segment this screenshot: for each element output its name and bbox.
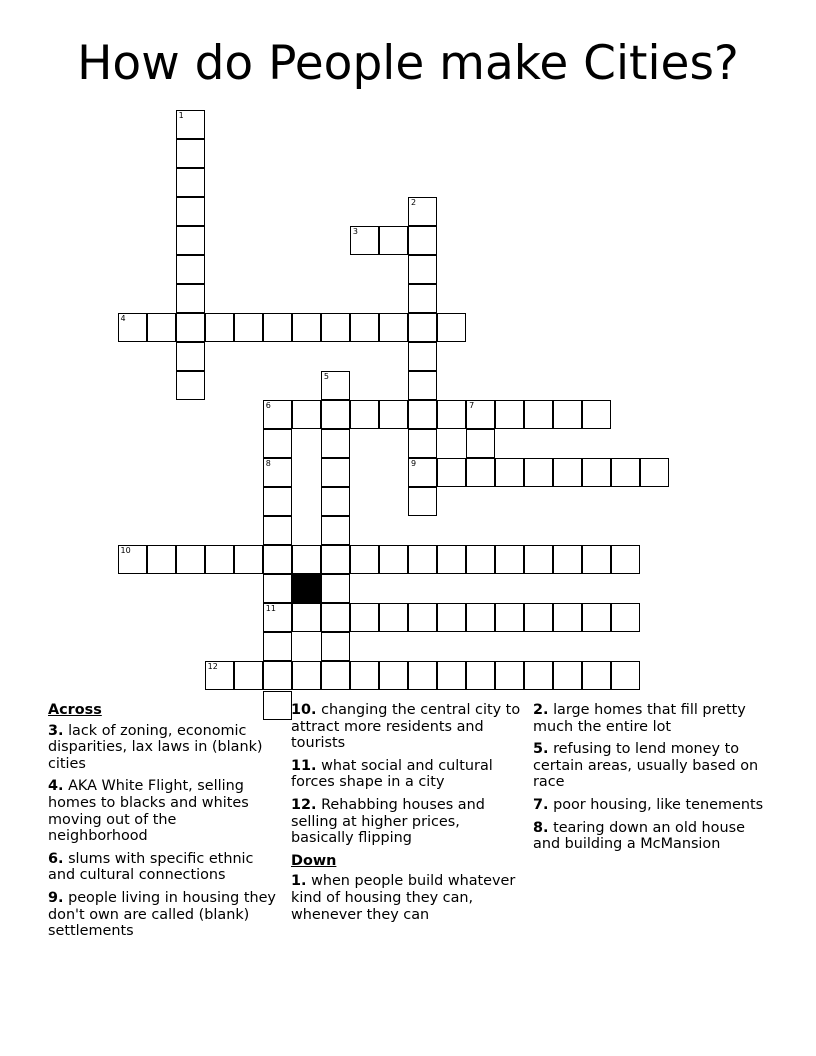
clue-text: tearing down an old house and building a McMansion: [533, 819, 745, 853]
crossword-cell[interactable]: [408, 284, 437, 313]
crossword-cell[interactable]: [379, 313, 408, 342]
clue-text: poor housing, like tenements: [553, 796, 764, 813]
clue-text: AKA White Flight, selling homes to blacks and whites moving out of the neighborhood: [48, 778, 249, 845]
crossword-cell[interactable]: [495, 603, 524, 632]
crossword-cell[interactable]: [263, 313, 292, 342]
clue-down-1: [291, 873, 523, 923]
crossword-cell[interactable]: [350, 545, 379, 574]
crossword-cell[interactable]: [524, 458, 553, 487]
crossword-cell[interactable]: [176, 197, 205, 226]
crossword-cell[interactable]: [466, 545, 495, 574]
clue-number-label: 5: [323, 371, 329, 381]
crossword-cell[interactable]: [350, 661, 379, 690]
crossword-cell[interactable]: [263, 603, 292, 632]
crossword-cell[interactable]: [466, 661, 495, 690]
crossword-cell[interactable]: [205, 313, 234, 342]
clue-number: 6.: [48, 850, 64, 867]
clue-number-label: 3: [352, 226, 358, 236]
crossword-cell[interactable]: [553, 458, 582, 487]
crossword-cell[interactable]: [321, 429, 350, 458]
crossword-cell[interactable]: [292, 545, 321, 574]
page-title: How do People make Cities?: [77, 36, 739, 91]
clue-number: 5.: [533, 741, 549, 758]
crossword-cell[interactable]: [321, 661, 350, 690]
crossword-cell[interactable]: [321, 632, 350, 661]
crossword-cell[interactable]: [205, 545, 234, 574]
clue-text: changing the central city to attract more residents and tourists: [291, 702, 521, 752]
clue-number-label: 11: [265, 604, 276, 614]
crossword-cell[interactable]: [176, 110, 205, 139]
clue-number: 9.: [48, 889, 64, 906]
crossword-cell[interactable]: [321, 603, 350, 632]
crossword-cell[interactable]: [176, 139, 205, 168]
crossword-cell[interactable]: [437, 603, 466, 632]
crossword-cell[interactable]: [582, 661, 611, 690]
clue-number: 11.: [291, 757, 317, 774]
clue-text: refusing to lend money to certain areas, usually based on race: [533, 741, 759, 791]
crossword-cell[interactable]: [263, 487, 292, 516]
clue-across-12: [291, 797, 523, 847]
clue-number: 7.: [533, 796, 549, 813]
crossword-cell[interactable]: [321, 313, 350, 342]
crossword-cell[interactable]: [611, 661, 640, 690]
crossword-cell[interactable]: [234, 545, 263, 574]
crossword-cell[interactable]: [176, 342, 205, 371]
clue-across-9: [48, 890, 280, 940]
clue-number: 3.: [48, 722, 64, 739]
crossword-cell[interactable]: [495, 545, 524, 574]
crossword-cell[interactable]: [321, 400, 350, 429]
crossword-cell[interactable]: [553, 545, 582, 574]
clue-across-6: [48, 851, 280, 884]
crossword-cell[interactable]: [408, 458, 437, 487]
crossword-cell[interactable]: [408, 197, 437, 226]
clue-number: 12.: [291, 796, 317, 813]
crossword-cell[interactable]: [350, 226, 379, 255]
crossword-cell[interactable]: [176, 284, 205, 313]
clue-text: lack of zoning, economic disparities, lax laws in (blank) cities: [48, 722, 263, 772]
crossword-cell[interactable]: [408, 342, 437, 371]
crossword-cell[interactable]: [263, 574, 292, 603]
clue-number-label: 2: [411, 197, 417, 207]
clue-column-2: [291, 702, 523, 929]
crossword-cell[interactable]: [466, 400, 495, 429]
crossword-cell[interactable]: [292, 603, 321, 632]
crossword-cell[interactable]: [495, 661, 524, 690]
clue-column-3: [533, 702, 765, 859]
crossword-cell[interactable]: [263, 516, 292, 545]
crossword-cell[interactable]: [582, 545, 611, 574]
crossword-cell[interactable]: [524, 603, 553, 632]
crossword-cell[interactable]: [437, 661, 466, 690]
clue-text: slums with specific ethnic and cultural connections: [48, 850, 254, 884]
crossword-cell[interactable]: [408, 226, 437, 255]
crossword-cell[interactable]: [553, 400, 582, 429]
crossword-cell[interactable]: [205, 661, 234, 690]
crossword-cell[interactable]: [350, 603, 379, 632]
clue-number: 4.: [48, 778, 64, 795]
clue-across-3: [48, 723, 280, 773]
crossword-cell[interactable]: [147, 313, 176, 342]
crossword-cell[interactable]: [611, 458, 640, 487]
crossword-cell[interactable]: [321, 574, 350, 603]
crossword-cell[interactable]: [263, 458, 292, 487]
clue-number-label: 6: [265, 401, 271, 410]
crossword-cell[interactable]: [582, 400, 611, 429]
crossword-cell[interactable]: [379, 545, 408, 574]
crossword-cell[interactable]: [176, 255, 205, 284]
crossword-cell[interactable]: [350, 400, 379, 429]
crossword-cell[interactable]: [408, 313, 437, 342]
crossword-cell[interactable]: [118, 545, 147, 574]
clue-number: 1.: [291, 873, 307, 890]
clue-number-label: 10: [120, 546, 131, 556]
clue-number: 2.: [533, 702, 549, 718]
across-heading: Across: [48, 702, 102, 718]
clue-text: large homes that fill pretty much the entire lot: [533, 702, 746, 735]
crossword-cell[interactable]: [379, 226, 408, 255]
crossword-cell[interactable]: [466, 603, 495, 632]
clue-number: 10.: [291, 702, 317, 718]
clue-text: people living in housing they don't own are called (blank) settlements: [48, 889, 276, 940]
crossword-cell[interactable]: [379, 603, 408, 632]
crossword-cell[interactable]: [234, 313, 263, 342]
clue-number: 8.: [533, 819, 549, 836]
clue-across-4: [48, 778, 280, 844]
crossword-cell[interactable]: [408, 255, 437, 284]
clue-down-7: [533, 797, 765, 814]
crossword-cell[interactable]: [321, 545, 350, 574]
black-cell: [292, 574, 321, 603]
crossword-cell[interactable]: [524, 661, 553, 690]
crossword-cell[interactable]: [640, 458, 669, 487]
clue-across-11: [291, 758, 523, 791]
crossword-cell[interactable]: [437, 313, 466, 342]
crossword-cell[interactable]: [176, 545, 205, 574]
crossword-cell[interactable]: [408, 429, 437, 458]
clue-number-label: 8: [265, 459, 271, 469]
clue-text: when people build whatever kind of housing they can, whenever they can: [291, 873, 516, 923]
clue-number-label: 4: [120, 313, 126, 323]
crossword-cell[interactable]: [524, 400, 553, 429]
crossword-cell[interactable]: [379, 661, 408, 690]
clue-number-label: 9: [411, 459, 417, 469]
crossword-cell[interactable]: [263, 632, 292, 661]
down-heading: Down: [291, 852, 337, 869]
crossword-cell[interactable]: [437, 458, 466, 487]
crossword-cell[interactable]: [147, 545, 176, 574]
crossword-cell[interactable]: [582, 603, 611, 632]
clue-text: Rehabbing houses and selling at higher prices, basically flipping: [291, 796, 485, 847]
crossword-cell[interactable]: [611, 603, 640, 632]
clue-number-label: 1: [178, 110, 184, 120]
crossword-cell[interactable]: [263, 400, 292, 429]
crossword-cell[interactable]: [553, 661, 582, 690]
crossword-cell[interactable]: [408, 603, 437, 632]
crossword-cell[interactable]: [263, 545, 292, 574]
crossword-cell[interactable]: [408, 400, 437, 429]
clue-text: what social and cultural forces shape in a city: [291, 757, 493, 791]
crossword-cell[interactable]: [495, 458, 524, 487]
crossword-cell[interactable]: [292, 661, 321, 690]
crossword-cell[interactable]: [176, 226, 205, 255]
clue-across-10: [291, 702, 523, 752]
clue-down-2: [533, 702, 765, 735]
crossword-cell[interactable]: [466, 458, 495, 487]
crossword-cell[interactable]: [408, 661, 437, 690]
crossword-cell[interactable]: [263, 661, 292, 690]
clue-column-1: [48, 702, 280, 946]
crossword-cell[interactable]: [292, 400, 321, 429]
crossword-cell[interactable]: [495, 400, 524, 429]
crossword-cell[interactable]: [379, 400, 408, 429]
clue-number-label: 7: [469, 401, 475, 410]
crossword-cell[interactable]: [176, 168, 205, 197]
crossword-cell[interactable]: [263, 429, 292, 458]
crossword-cell[interactable]: [408, 487, 437, 516]
crossword-cell[interactable]: [176, 371, 205, 400]
clue-down-5: [533, 741, 765, 791]
crossword-cell[interactable]: [408, 371, 437, 400]
crossword-cell[interactable]: [321, 371, 350, 400]
crossword-cell[interactable]: [321, 458, 350, 487]
crossword-cell[interactable]: [437, 400, 466, 429]
crossword-cell[interactable]: [524, 545, 553, 574]
crossword-cell[interactable]: [408, 545, 437, 574]
crossword-cell[interactable]: [553, 603, 582, 632]
crossword-cell[interactable]: [321, 487, 350, 516]
crossword-cell[interactable]: [321, 516, 350, 545]
crossword-cell[interactable]: [234, 661, 263, 690]
clue-down-8: [533, 820, 765, 853]
crossword-cell[interactable]: [176, 313, 205, 342]
crossword-cell[interactable]: [350, 313, 379, 342]
crossword-cell[interactable]: [437, 545, 466, 574]
crossword-cell[interactable]: [118, 313, 147, 342]
clue-number-label: 12: [207, 662, 218, 672]
crossword-cell[interactable]: [611, 545, 640, 574]
crossword-cell[interactable]: [292, 313, 321, 342]
crossword-cell[interactable]: [466, 429, 495, 458]
crossword-cell[interactable]: [582, 458, 611, 487]
